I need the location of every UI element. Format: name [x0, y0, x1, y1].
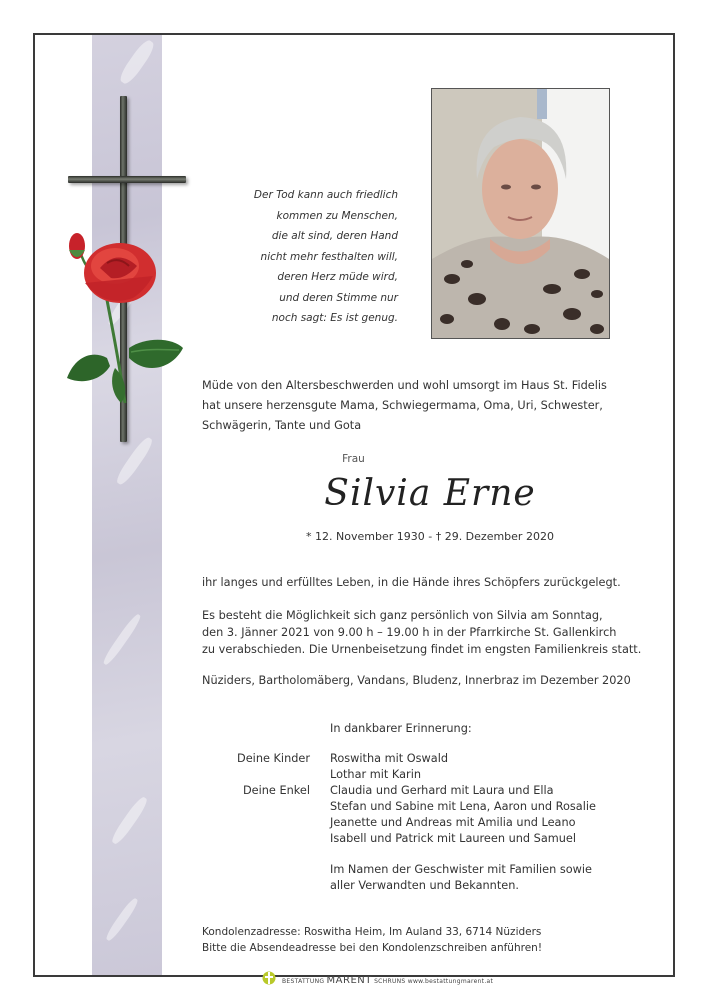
- group-label: Deine Enkel: [242, 784, 310, 797]
- mourner-name: Jeanette und Andreas mit Amilia und Leano: [330, 816, 576, 829]
- mourner-name: Lothar mit Karin: [330, 768, 421, 781]
- mourner-name: Stefan und Sabine mit Lena, Aaron und Rosalie: [330, 800, 596, 813]
- poem-line: nicht mehr festhalten will,: [260, 250, 398, 263]
- brand-website[interactable]: www.bestattungmarent.at: [407, 978, 494, 985]
- brand-prefix: BESTATTUNG: [282, 978, 325, 985]
- poem-line: noch sagt: Es ist genug.: [271, 312, 398, 324]
- mourners-heading: In dankbarer Erinnerung:: [330, 722, 472, 735]
- poem-line: deren Herz müde wird,: [277, 271, 398, 283]
- condolence-note: Bitte die Absendeadresse bei den Kondolenzschreiben anführen!: [202, 942, 543, 954]
- intro-line: Müde von den Altersbeschwerden und wohl umsorgt im Haus St. Fidelis: [202, 379, 607, 392]
- closing-line: Im Namen der Geschwister mit Familien sowie: [330, 863, 592, 876]
- place-date: Nüziders, Bartholomäberg, Vandans, Bludenz, Innerbraz im Dezember 2020: [202, 674, 631, 687]
- poem-line: Der Tod kann auch friedlich: [253, 189, 398, 201]
- intro-text: [202, 376, 672, 436]
- intro-line: Schwägerin, Tante und Gota: [202, 419, 362, 432]
- poem-line: und deren Stimme nur: [279, 291, 398, 304]
- rose-icon: [55, 228, 190, 408]
- condolence-address: Kondolenzadresse: Roswitha Heim, Im Auland 33, 6714 Nüziders: [202, 926, 542, 938]
- poem-line: die alt sind, deren Hand: [271, 230, 398, 242]
- intro-line: hat unsere herzensgute Mama, Schwiegermama, Oma, Uri, Schwester,: [202, 399, 603, 412]
- deceased-name: Silvia Erne: [324, 473, 536, 514]
- brand-location: SCHRUNS: [374, 978, 406, 985]
- body-line: ihr langes und erfülltes Leben, in die Hände ihres Schöpfers zurückgelegt.: [202, 576, 621, 589]
- mourner-name: Isabell und Patrick mit Laureen und Samuel: [330, 832, 577, 845]
- farewell-line: zu verabschieden. Die Urnenbeisetzung findet im engsten Familienkreis statt.: [202, 643, 642, 656]
- mourner-name: Roswitha mit Oswald: [330, 752, 449, 765]
- life-dates: * 12. November 1930 - † 29. Dezember 2020: [306, 530, 554, 543]
- portrait-photo: [431, 88, 610, 339]
- poem: [228, 185, 398, 329]
- brand-name: MARENT: [326, 975, 372, 986]
- closing-line: aller Verwandten und Bekannten.: [330, 879, 519, 892]
- mourner-name: Claudia und Gerhard mit Laura und Ella: [330, 784, 554, 797]
- farewell-line: den 3. Jänner 2021 von 9.00 h – 19.00 h in der Pfarrkirche St. Gallenkirch: [202, 626, 617, 639]
- farewell-text: [202, 607, 672, 658]
- funeral-home-logo-icon: [262, 970, 276, 986]
- condolence-info: [202, 924, 542, 956]
- group-label: Deine Kinder: [237, 752, 310, 765]
- salutation: Frau: [342, 453, 365, 465]
- farewell-line: Es besteht die Möglichkeit sich ganz persönlich von Silvia am Sonntag,: [202, 609, 603, 622]
- cross-bar: [68, 176, 186, 183]
- funeral-home-brand: [282, 975, 493, 986]
- poem-line: kommen zu Menschen,: [276, 209, 398, 222]
